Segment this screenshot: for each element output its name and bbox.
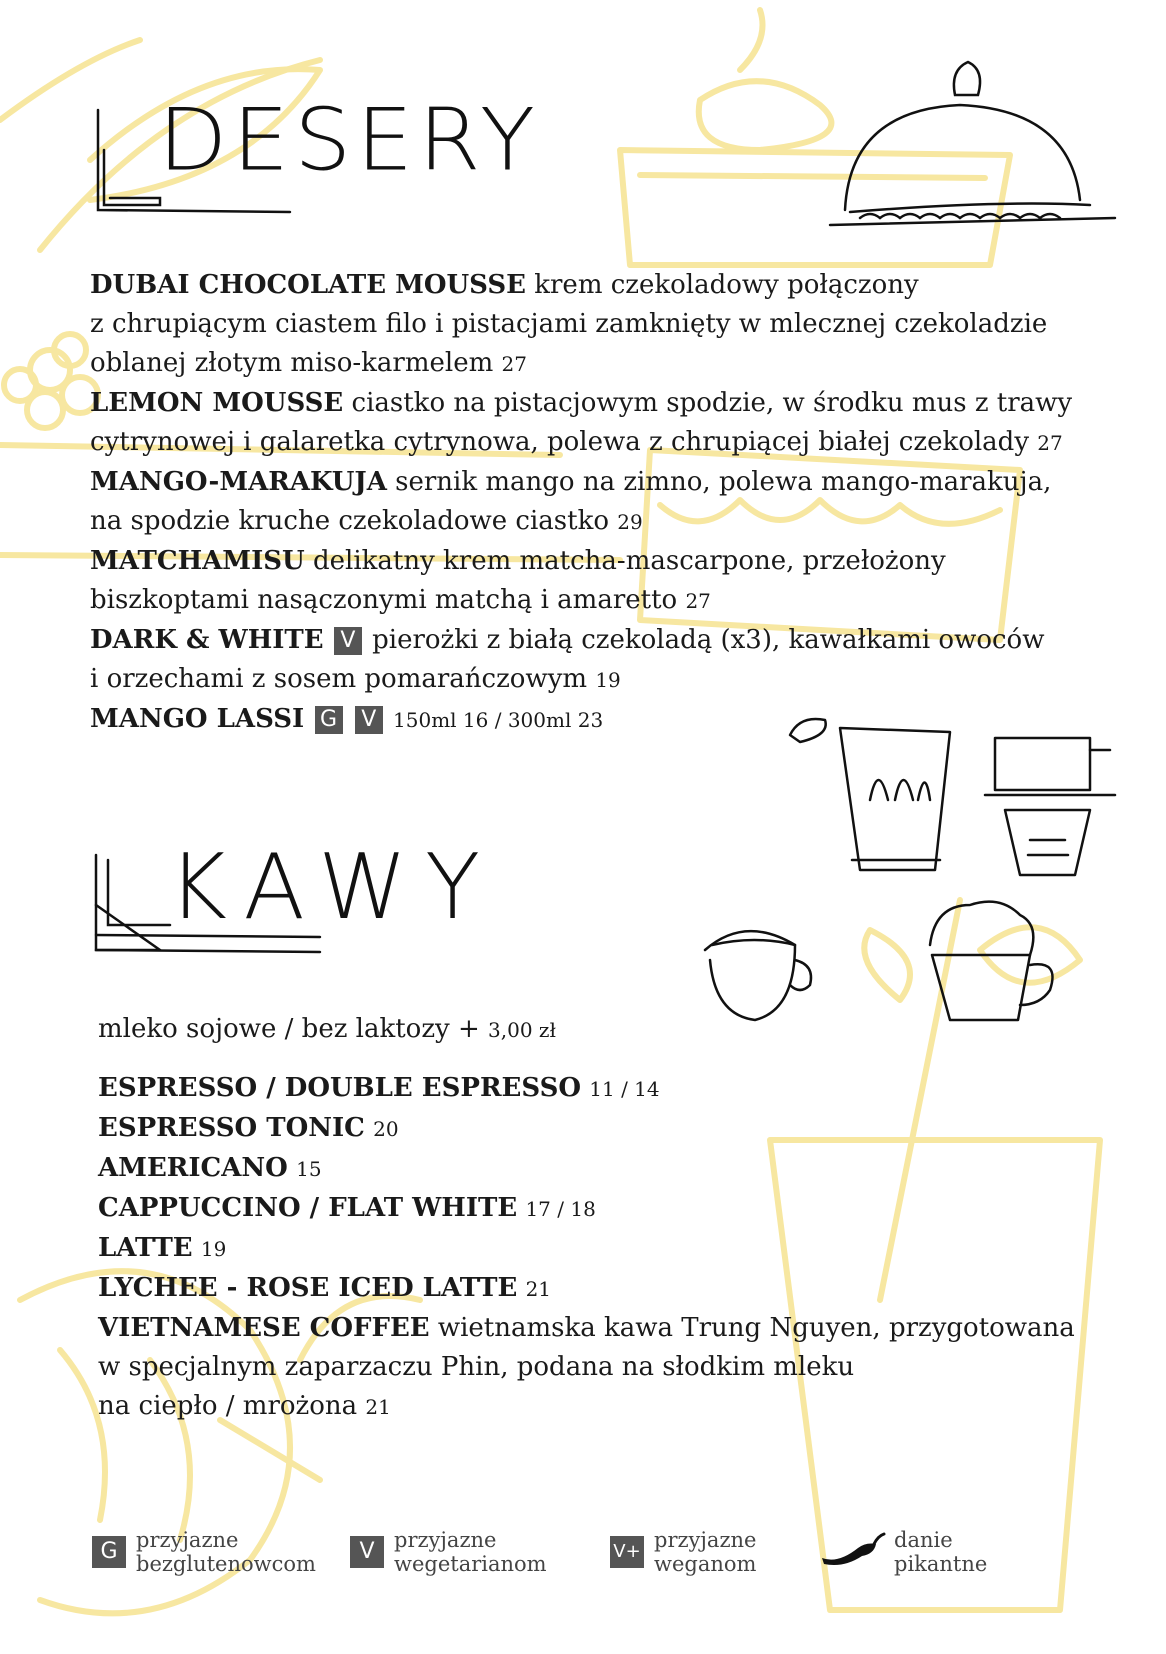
gluten-free-badge: G: [92, 1536, 126, 1568]
item-name: LEMON MOUSSE: [90, 388, 344, 418]
menu-item: [90, 266, 1090, 384]
item-name: DUBAI CHOCOLATE MOUSSE: [90, 270, 526, 300]
menu-item: [90, 463, 1090, 542]
item-price: 21: [525, 1277, 552, 1301]
item-name: MANGO LASSI: [90, 704, 305, 734]
item-price: 27: [685, 589, 711, 613]
coffee-list: [98, 1069, 1098, 1427]
legend-vegetarian-line1: przyjazne: [394, 1528, 497, 1552]
gluten-free-badge: G: [315, 706, 343, 734]
legend-vegetarian: [348, 1528, 547, 1576]
legend-spicy-line1: danie: [894, 1528, 953, 1552]
menu-item: [90, 542, 1090, 621]
menu-item: [98, 1269, 1098, 1309]
legend-spicy: [818, 1528, 987, 1576]
menu-item: [98, 1069, 1098, 1109]
vegetarian-badge: V: [355, 706, 383, 734]
item-name: ESPRESSO / DOUBLE ESPRESSO: [98, 1073, 581, 1103]
item-name: MATCHAMISU: [90, 546, 305, 576]
milk-note-price: 3,00 zł: [488, 1018, 556, 1042]
item-price: 19: [200, 1237, 227, 1261]
item-name: VIETNAMESE COFFEE: [98, 1313, 430, 1343]
item-price: 29: [617, 510, 643, 534]
legend-vegan: [608, 1528, 756, 1576]
legend-spicy-line2: pikantne: [894, 1552, 988, 1576]
vegetarian-badge: V: [334, 627, 362, 655]
menu-item: [98, 1149, 1098, 1189]
menu-item: [98, 1109, 1098, 1149]
item-name: LYCHEE - ROSE ICED LATTE: [98, 1273, 518, 1303]
item-price: 21: [365, 1395, 391, 1419]
menu-item: [90, 621, 1090, 700]
milk-note-text: mleko sojowe / bez laktozy +: [98, 1014, 480, 1044]
item-description: sernik mango na zimno, polewa mango-marakuja, na spodzie kruche czekoladowe ciastko: [90, 467, 1052, 536]
legend-vegan-line2: weganom: [654, 1552, 757, 1576]
legend-gluten-line2: bezglutenowcom: [136, 1552, 316, 1576]
item-description: pierożki z białą czekoladą (x3), kawałkami owoców i orzechami z sosem pomarańczowym: [90, 625, 1045, 694]
vegan-badge: V+: [610, 1536, 644, 1568]
item-name: CAPPUCCINO / FLAT WHITE: [98, 1193, 518, 1223]
item-price: 19: [595, 668, 621, 692]
item-description: wietnamska kawa Trung Nguyen, przygotowana w specjalnym zaparzaczu Phin, podana na słodkim mleku na ciepło / mrożona: [98, 1313, 1075, 1421]
menu-item: [90, 384, 1090, 463]
item-price: 20: [373, 1117, 399, 1141]
chili-pepper-icon: [818, 1528, 886, 1568]
item-description: ciastko na pistacjowym spodzie, w środku mus z trawy cytrynowej i galaretka cytrynowa, polewa z chrupiącej białej czekolady: [90, 388, 1073, 457]
item-price: 27: [501, 352, 527, 376]
vegetarian-badge: V: [350, 1536, 384, 1568]
legend-gluten-free: [90, 1528, 316, 1576]
menu-item: [98, 1189, 1098, 1229]
item-description: delikatny krem matcha-mascarpone, przełożony biszkoptami nasączonymi matchą i amaretto: [90, 546, 946, 615]
legend-vegan-line1: przyjazne: [654, 1528, 757, 1552]
coffee-heading: KAWY: [168, 835, 499, 940]
item-price: 27: [1037, 431, 1063, 455]
menu-item: [90, 700, 1090, 740]
item-name: LATTE: [98, 1233, 193, 1263]
legend-vegetarian-line2: wegetarianom: [394, 1552, 547, 1576]
item-description: krem czekoladowy połączony z chrupiącym ciastem filo i pistacjami zamknięty w mlecznej czekoladzie oblanej złotym miso-karmelem: [90, 270, 1048, 378]
item-price: 11 / 14: [589, 1077, 660, 1101]
milk-note: [98, 1014, 556, 1044]
desserts-heading: DESERY: [158, 90, 540, 191]
item-price: 150ml 16 / 300ml 23: [393, 708, 604, 732]
item-name: AMERICANO: [98, 1153, 288, 1183]
legend-gluten-line1: przyjazne: [136, 1528, 239, 1552]
menu-item: [98, 1229, 1098, 1269]
item-name: ESPRESSO TONIC: [98, 1113, 365, 1143]
desserts-list: [90, 266, 1090, 740]
item-name: DARK & WHITE: [90, 625, 324, 655]
menu-item: [98, 1309, 1098, 1427]
item-price: 15: [296, 1157, 322, 1181]
item-name: MANGO-MARAKUJA: [90, 467, 387, 497]
item-price: 17 / 18: [525, 1197, 596, 1221]
